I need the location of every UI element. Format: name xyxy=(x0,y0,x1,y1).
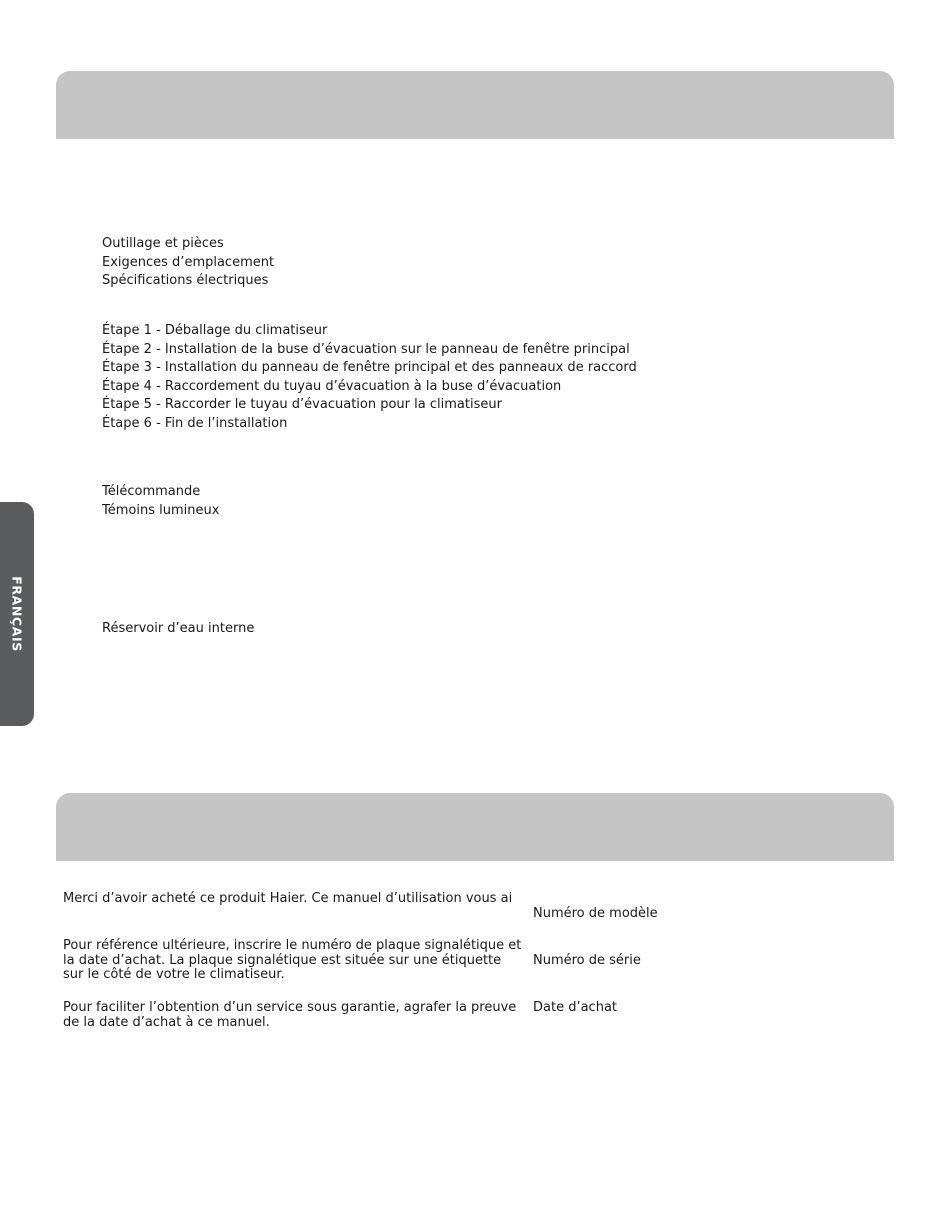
toc-item-remote-control[interactable]: Télécommande xyxy=(102,484,201,499)
language-side-tab xyxy=(0,502,34,726)
toc-item-step-4[interactable]: Étape 4 - Raccordement du tuyau d’évacuation à la buse d’évacuation xyxy=(102,378,562,394)
language-tab-label: FRANÇAIS xyxy=(9,576,25,652)
toc-item-electrical-specs[interactable]: Spécifications électriques xyxy=(102,273,269,288)
toc-maintenance-list xyxy=(102,620,254,639)
intro-paragraph-thanks: Merci d’avoir acheté ce produit Haier. Ce manuel d’utilisation vous ai xyxy=(63,891,513,906)
toc-usage-list xyxy=(102,483,219,520)
intro-paragraph-record: Pour référence ultérieure, inscrire le numéro de plaque signalétique et la date d’achat. La plaque signalétique est située sur une étiquette sur le côté de votre le climatiseur. xyxy=(63,938,522,982)
serial-number-label: Numéro de série xyxy=(533,953,641,968)
purchase-date-label: Date d’achat xyxy=(533,1000,618,1015)
toc-item-step-3[interactable]: Étape 3 - Installation du panneau de fenêtre principal et des panneaux de raccord xyxy=(102,360,637,375)
toc-item-internal-water-tank[interactable]: Réservoir d’eau interne xyxy=(102,621,255,636)
model-number-label: Numéro de modèle xyxy=(533,906,658,921)
toc-item-step-5[interactable]: Étape 5 - Raccorder le tuyau d’évacuation pour la climatiseur xyxy=(102,397,502,412)
toc-item-step-2[interactable]: Étape 2 - Installation de la buse d’évacuation sur le panneau de fenêtre principal xyxy=(102,341,630,357)
toc-installation-steps-list xyxy=(102,322,637,433)
toc-item-indicator-lights[interactable]: Témoins lumineux xyxy=(102,502,220,518)
toc-item-tools-parts[interactable]: Outillage et pièces xyxy=(102,236,224,251)
toc-item-step-1[interactable]: Étape 1 - Déballage du climatiseur xyxy=(102,323,328,338)
toc-header-band xyxy=(56,71,894,139)
toc-item-step-6[interactable]: Étape 6 - Fin de l’installation xyxy=(102,415,288,431)
intro-header-band xyxy=(56,793,894,861)
toc-item-location-requirements[interactable]: Exigences d’emplacement xyxy=(102,254,275,270)
toc-installation-prep-list xyxy=(102,235,274,291)
intro-paragraph-warranty: Pour faciliter l’obtention d’un service sous garantie, agrafer la preuve de la date d’achat à ce manuel. xyxy=(63,1000,517,1030)
